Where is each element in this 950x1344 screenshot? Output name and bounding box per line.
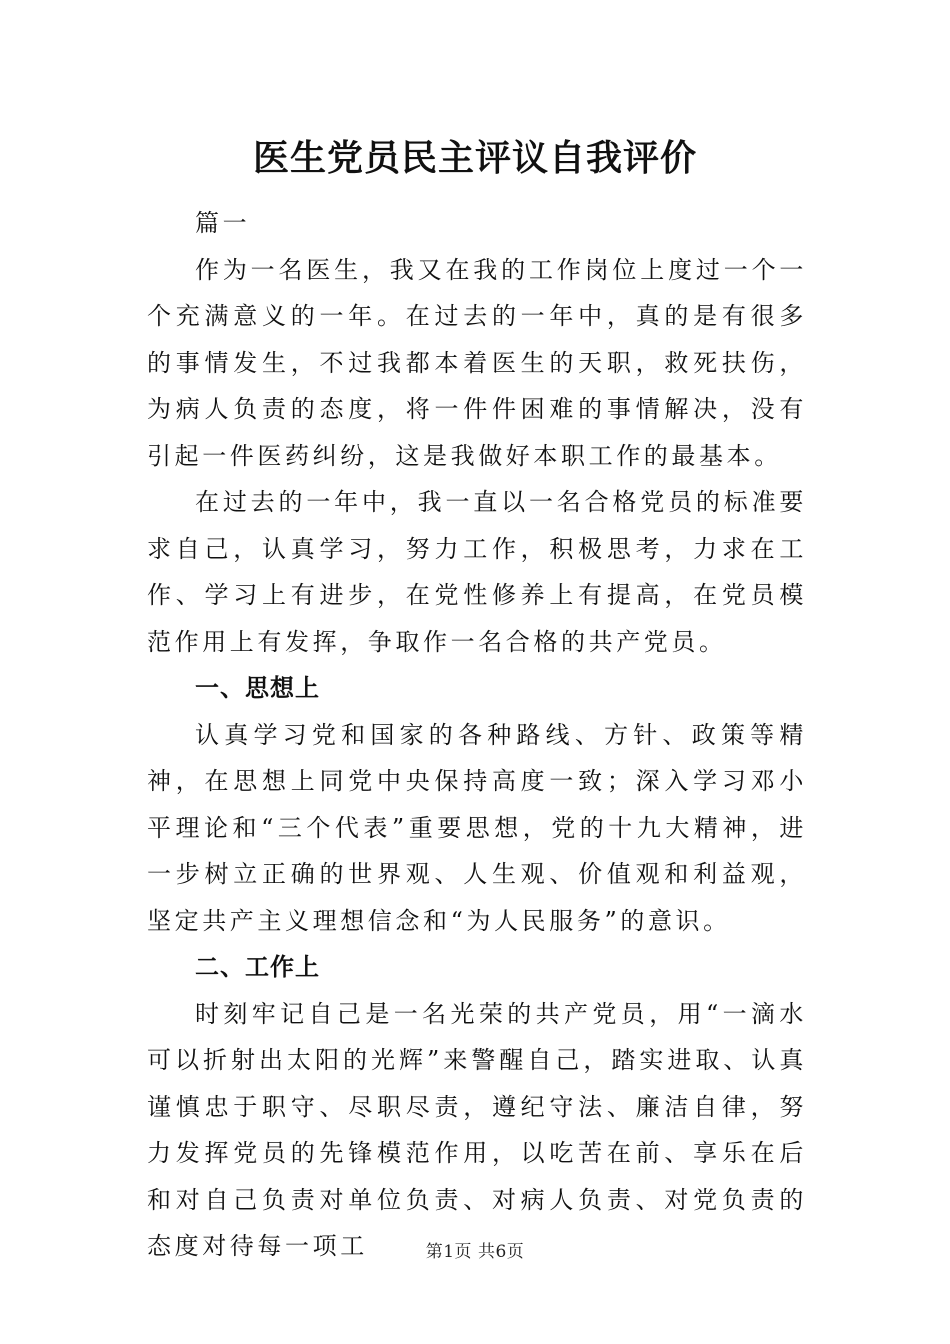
document-title: 医生党员民主评议自我评价 <box>252 137 697 179</box>
section-label: 篇一 <box>195 209 251 237</box>
paragraph-3: 认真学习党和国家的各种路线、方针、政策等精神，在思想上同党中央保持高度一致；深入学习邓小平理论和“三个代表”重要思想，党的十九大精神，进一步树立正确的世界观、人生观、价值观和利益观，坚定共产主义理想信念和“为人民服务”的意识。 <box>147 720 807 935</box>
paragraph-1: 作为一名医生，我又在我的工作岗位上度过一个一个充满意义的一年。在过去的一年中，真的是有很多的事情发生，不过我都本着医生的天职，救死扶伤，为病人负责的态度，将一件件困难的事情解决，没有引起一件医药纠纷，这是我做好本职工作的最基本。 <box>147 255 807 470</box>
page-footer: 第1页 共6页 <box>425 1242 525 1262</box>
heading-work: 二、工作上 <box>195 953 320 981</box>
paragraph-4: 时刻牢记自己是一名光荣的共产党员，用“一滴水可以折射出太阳的光辉”来警醒自己，踏实进取、认真谨慎忠于职守、尽职尽责，遵纪守法、廉洁自律，努力发挥党员的先锋模范作用，以吃苦在前、享乐在后和对自己负责对单位负责、对病人负责、对党负责的态度对待每一项工 <box>147 999 807 1260</box>
document-body <box>147 200 807 1270</box>
heading-thought: 一、思想上 <box>195 674 320 702</box>
paragraph-2: 在过去的一年中，我一直以一名合格党员的标准要求自己，认真学习，努力工作，积极思考，力求在工作、学习上有进步，在党性修养上有提高，在党员模范作用上有发挥，争取作一名合格的共产党员。 <box>147 488 807 656</box>
